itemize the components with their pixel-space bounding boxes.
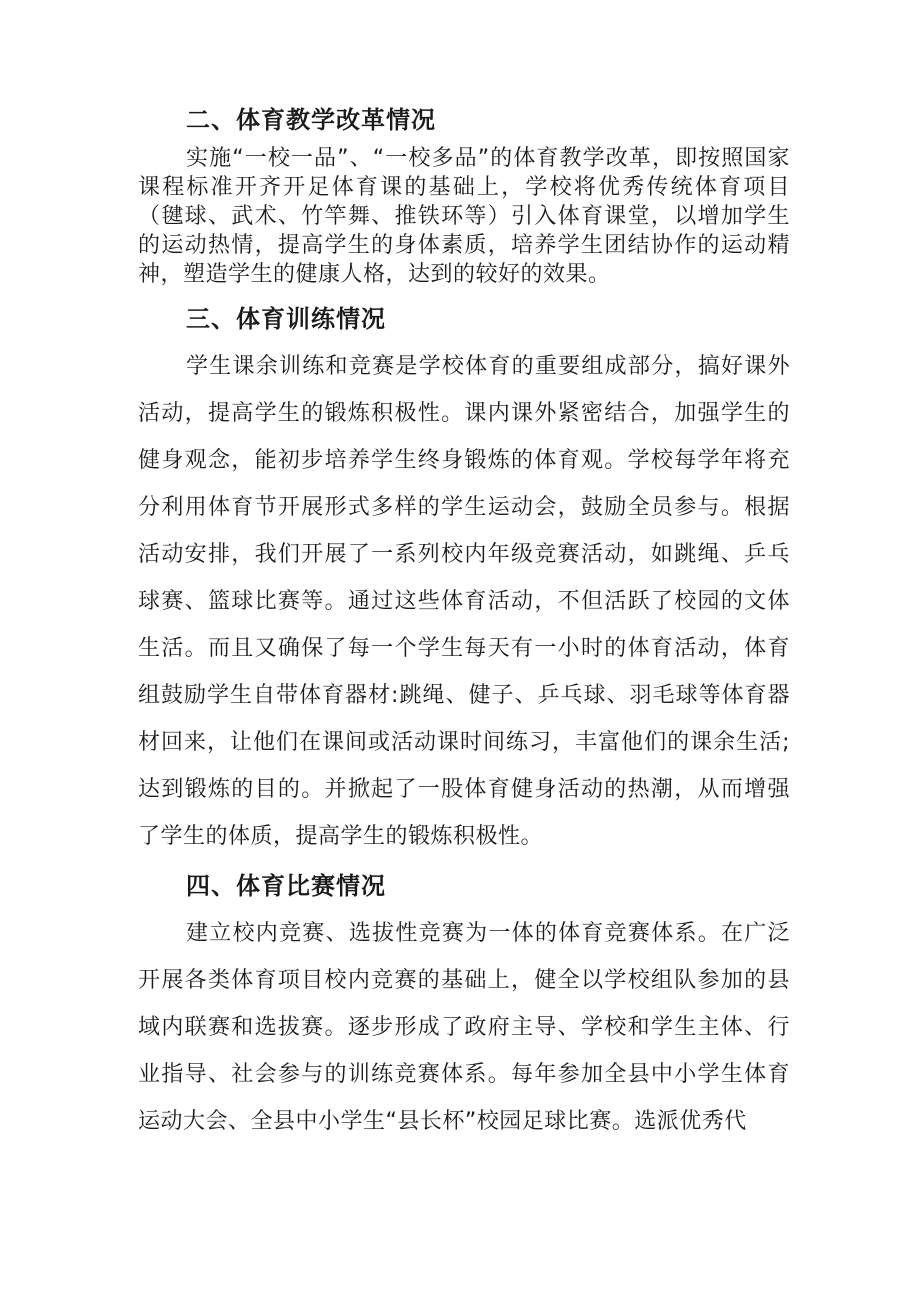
section-heading-teaching-reform: 二、体育教学改革情况 [186, 106, 436, 134]
section-heading-competition: 四、体育比赛情况 [186, 872, 386, 900]
document-page [138, 96, 790, 1145]
section-body-teaching-reform: 实施“一校一品”、“一校多品”的体育教学改革，即按照国家课程标准开齐开足体育课的基础上，学校将优秀传统体育项目（毽球、武术、竹竿舞、推铁环等）引入体育课堂，以增加学生的运动热情，提高学生的身体素质，培养学生团结协作的运动精神，塑造学生的健康人格，达到的较好的效果。 [138, 146, 790, 287]
section-heading-training: 三、体育训练情况 [186, 305, 386, 333]
section-body-competition: 建立校内竞赛、选拔性竞赛为一体的体育竞赛体系。在广泛开展各类体育项目校内竞赛的基础上，健全以学校组队参加的县域内联赛和选拔赛。逐步形成了政府主导、学校和学生主体、行业指导、社会参与的训练竞赛体系。每年参加全县中小学生体育运动大会、全县中小学生“县长杯”校园足球比赛。选派优秀代 [138, 921, 790, 1134]
section-body-training: 学生课余训练和竞赛是学校体育的重要组成部分，搞好课外活动，提高学生的锻炼积极性。课内课外紧密结合，加强学生的健身观念，能初步培养学生终身锻炼的体育观。学校每学年将充分利用体育节开展形式多样的学生运动会，鼓励全员参与。根据活动安排，我们开展了一系列校内年级竞赛活动，如跳绳、乒乓球赛、篮球比赛等。通过这些体育活动，不但活跃了校园的文体生活。而且又确保了每一个学生每天有一小时的体育活动，体育组鼓励学生自带体育器材:跳绳、健子、乒乓球、羽毛球等体育器材回来，让他们在课间或活动课时间练习，丰富他们的课余生活;达到锻炼的目的。并掀起了一股体育健身活动的热潮，从而增强了学生的体质，提高学生的锻炼积极性。 [138, 354, 790, 849]
